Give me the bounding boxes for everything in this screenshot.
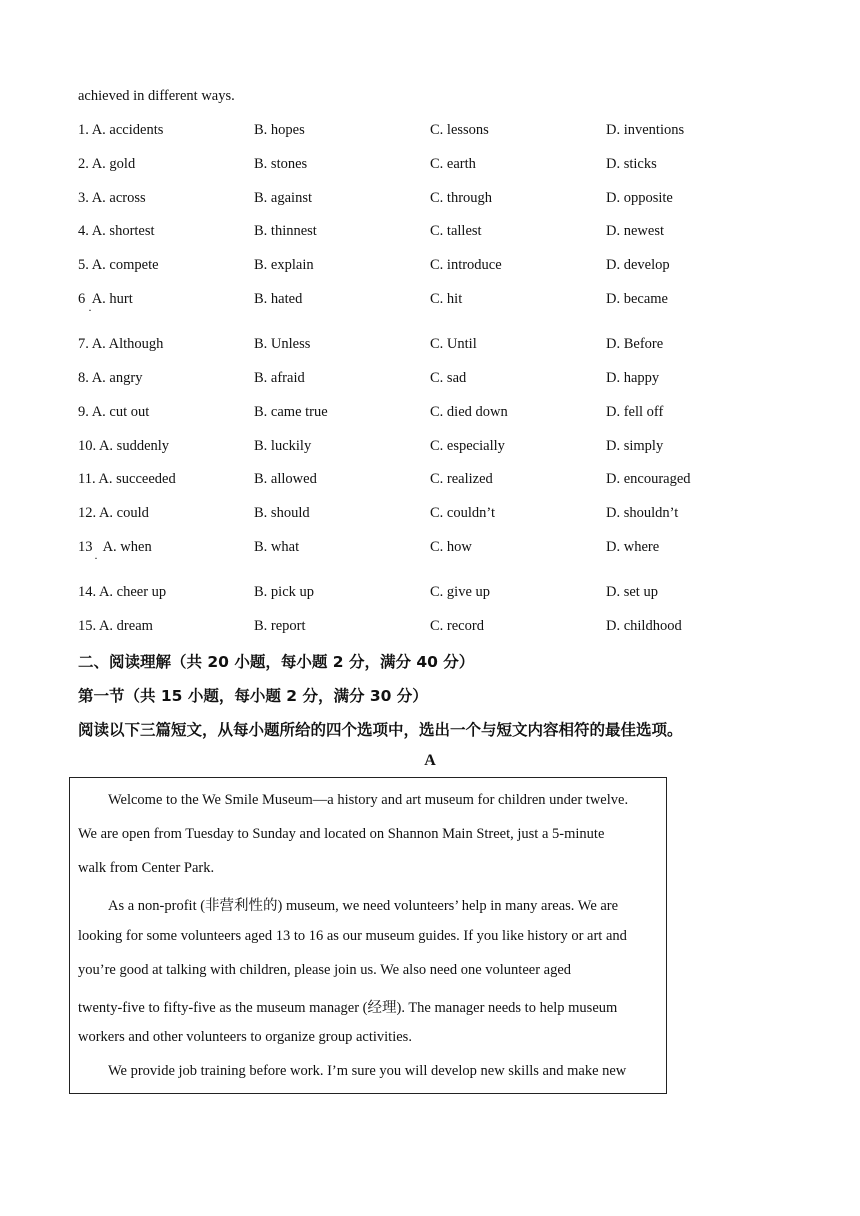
passage-line: Welcome to the We Smile Museum—a history and art museum for children under twelve. (108, 792, 629, 808)
question-row (78, 336, 798, 356)
option-b: B. against (254, 190, 312, 206)
option-c: C. tallest (430, 223, 482, 239)
section-title: 二、阅读理解（共 20 小题，每小题 2 分，满分 40 分） (78, 653, 475, 671)
intro-tail: achieved in different ways. (78, 88, 235, 104)
question-row (78, 539, 798, 565)
option-d: D. opposite (606, 190, 673, 206)
option-b: B. afraid (254, 370, 305, 386)
question-row (78, 618, 798, 638)
question-row (78, 257, 798, 277)
option-c: C. record (430, 618, 484, 634)
passage-line: workers and other volunteers to organize group activities. (78, 1029, 412, 1045)
question-row (78, 471, 798, 491)
option-c: C. realized (430, 471, 493, 487)
option-a: 2. A. gold (78, 156, 136, 172)
passage-line: As a non-profit (非营利性的) museum, we need volunteers’ help in many areas. We are (108, 898, 619, 914)
option-c: C. earth (430, 156, 476, 172)
option-a: 14. A. cheer up (78, 584, 167, 600)
question-row (78, 505, 798, 525)
option-a: 7. A. Although (78, 336, 164, 352)
passage-label: A (424, 752, 436, 769)
option-a: 9. A. cut out (78, 404, 150, 420)
option-a: 5. A. compete (78, 257, 159, 273)
question-row (78, 122, 798, 142)
stray-dot: · (94, 551, 98, 565)
option-b: B. Unless (254, 336, 311, 352)
question-row (78, 156, 798, 176)
option-a: 15. A. dream (78, 618, 153, 634)
option-c: C. Until (430, 336, 477, 352)
passage-line: looking for some volunteers aged 13 to 16 as our museum guides. If you like history or art and (78, 928, 627, 944)
option-d: D. happy (606, 370, 660, 386)
option-c: C. introduce (430, 257, 502, 273)
option-c: C. lessons (430, 122, 489, 138)
option-b: B. what (254, 539, 300, 555)
option-d: D. childhood (606, 618, 682, 634)
option-b: B. allowed (254, 471, 317, 487)
option-c: C. give up (430, 584, 491, 600)
option-a: 3. A. across (78, 190, 146, 206)
option-a: 10. A. suddenly (78, 438, 170, 454)
option-d: D. simply (606, 438, 664, 454)
option-c: C. through (430, 190, 493, 206)
question-row (78, 584, 798, 604)
option-a: 13 A. when (78, 539, 152, 555)
part-title: 第一节（共 15 小题，每小题 2 分，满分 30 分） (78, 687, 428, 705)
option-b: B. explain (254, 257, 314, 273)
question-row (78, 291, 798, 317)
option-b: B. pick up (254, 584, 315, 600)
option-d: D. Before (606, 336, 664, 352)
option-c: C. couldn’t (430, 505, 495, 521)
passage-line: you’re good at talking with children, please join us. We also need one volunteer aged (78, 962, 572, 978)
option-d: D. inventions (606, 122, 685, 138)
option-b: B. report (254, 618, 306, 634)
option-b: B. stones (254, 156, 308, 172)
option-c: C. especially (430, 438, 505, 454)
option-d: D. shouldn’t (606, 505, 679, 521)
option-b: B. hated (254, 291, 303, 307)
option-c: C. hit (430, 291, 463, 307)
option-c: C. how (430, 539, 472, 555)
stray-dot: · (88, 303, 92, 317)
option-b: B. came true (254, 404, 328, 420)
question-row (78, 438, 798, 458)
option-b: B. should (254, 505, 310, 521)
option-a: 6 A. hurt (78, 291, 133, 307)
option-d: D. fell off (606, 404, 664, 420)
passage-line: walk from Center Park. (78, 860, 215, 876)
question-row (78, 190, 798, 210)
instruction: 阅读以下三篇短文，从每小题所给的四个选项中，选出一个与短文内容相符的最佳选项。 (78, 721, 683, 739)
option-b: B. thinnest (254, 223, 317, 239)
option-a: 11. A. succeeded (78, 471, 176, 487)
option-c: C. sad (430, 370, 467, 386)
option-c: C. died down (430, 404, 508, 420)
option-d: D. develop (606, 257, 670, 273)
option-d: D. sticks (606, 156, 657, 172)
option-d: D. set up (606, 584, 658, 600)
question-row (78, 404, 798, 424)
question-row (78, 370, 798, 390)
option-a: 1. A. accidents (78, 122, 164, 138)
option-a: 12. A. could (78, 505, 149, 521)
passage-line: We provide job training before work. I’m sure you will develop new skills and make new (108, 1063, 627, 1079)
option-d: D. became (606, 291, 668, 307)
option-b: B. hopes (254, 122, 305, 138)
passage-line: We are open from Tuesday to Sunday and located on Shannon Main Street, just a 5-minute (78, 826, 605, 842)
option-a: 4. A. shortest (78, 223, 155, 239)
option-a: 8. A. angry (78, 370, 143, 386)
passage-line: twenty-five to fifty-five as the museum manager (经理). The manager needs to help museum (78, 1000, 618, 1016)
option-d: D. encouraged (606, 471, 691, 487)
question-row (78, 223, 798, 243)
option-d: D. newest (606, 223, 664, 239)
option-d: D. where (606, 539, 660, 555)
option-b: B. luckily (254, 438, 312, 454)
